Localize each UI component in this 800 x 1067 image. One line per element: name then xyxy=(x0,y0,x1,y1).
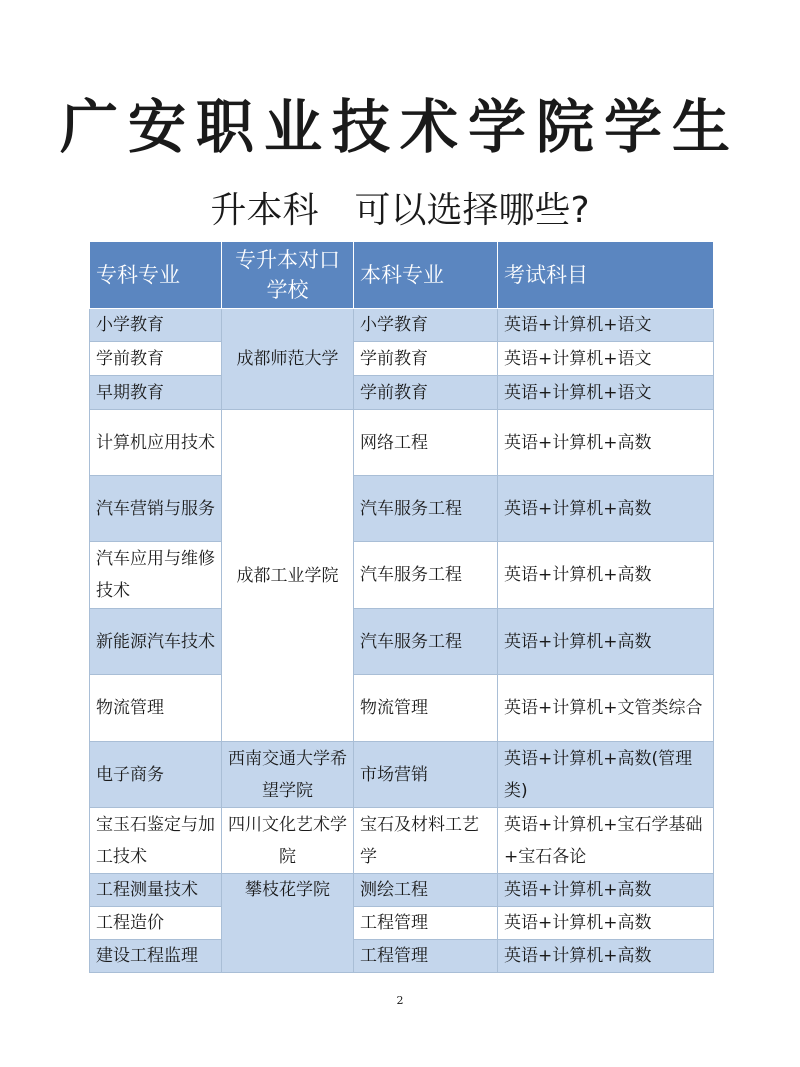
table-row xyxy=(90,309,714,342)
cell-school: 攀枝花学院 xyxy=(222,874,354,973)
cell-undergrad: 工程管理 xyxy=(354,940,498,973)
table-row xyxy=(90,342,714,376)
page-subtitle: 升本科 可以选择哪些? xyxy=(210,190,590,231)
page-number: 2 xyxy=(396,994,404,1007)
cell-undergrad: 汽车服务工程 xyxy=(354,609,498,675)
header-school: 专升本对口学校 xyxy=(222,242,354,309)
cell-undergrad: 网络工程 xyxy=(354,410,498,476)
cell-major: 汽车营销与服务 xyxy=(90,476,222,542)
cell-undergrad: 学前教育 xyxy=(354,342,498,376)
table-row xyxy=(90,907,714,940)
cell-school: 成都工业学院 xyxy=(222,410,354,742)
table-row xyxy=(90,940,714,973)
cell-undergrad: 测绘工程 xyxy=(354,874,498,907)
cell-undergrad: 汽车服务工程 xyxy=(354,476,498,542)
table-row xyxy=(90,742,714,808)
cell-exam: 英语+计算机+高数 xyxy=(498,907,714,940)
cell-exam: 英语+计算机+文管类综合 xyxy=(498,675,714,742)
cell-exam: 英语+计算机+语文 xyxy=(498,376,714,410)
majors-table xyxy=(89,241,714,973)
cell-exam: 英语+计算机+高数(管理类) xyxy=(498,742,714,808)
cell-exam: 英语+计算机+高数 xyxy=(498,542,714,609)
header-undergrad-major: 本科专业 xyxy=(354,242,498,309)
cell-major: 物流管理 xyxy=(90,675,222,742)
cell-school: 成都师范大学 xyxy=(222,309,354,410)
cell-undergrad: 小学教育 xyxy=(354,309,498,342)
cell-exam: 英语+计算机+语文 xyxy=(498,342,714,376)
cell-undergrad: 市场营销 xyxy=(354,742,498,808)
cell-major: 电子商务 xyxy=(90,742,222,808)
table-row xyxy=(90,874,714,907)
cell-exam: 英语+计算机+宝石学基础+宝石各论 xyxy=(498,808,714,874)
cell-school: 西南交通大学希望学院 xyxy=(222,742,354,808)
cell-exam: 英语+计算机+高数 xyxy=(498,410,714,476)
cell-major: 工程造价 xyxy=(90,907,222,940)
cell-major: 建设工程监理 xyxy=(90,940,222,973)
cell-exam: 英语+计算机+高数 xyxy=(498,874,714,907)
table-header-row xyxy=(90,242,714,309)
cell-undergrad: 物流管理 xyxy=(354,675,498,742)
cell-undergrad: 宝石及材料工艺学 xyxy=(354,808,498,874)
header-exam-subjects: 考试科目 xyxy=(498,242,714,309)
cell-major: 小学教育 xyxy=(90,309,222,342)
header-major: 专科专业 xyxy=(90,242,222,309)
table-row xyxy=(90,476,714,542)
cell-undergrad: 工程管理 xyxy=(354,907,498,940)
table-row xyxy=(90,376,714,410)
cell-exam: 英语+计算机+高数 xyxy=(498,940,714,973)
cell-major: 计算机应用技术 xyxy=(90,410,222,476)
cell-undergrad: 汽车服务工程 xyxy=(354,542,498,609)
table-row xyxy=(90,808,714,874)
cell-exam: 英语+计算机+高数 xyxy=(498,609,714,675)
cell-exam: 英语+计算机+语文 xyxy=(498,309,714,342)
page-title: 广安职业技术学院学生 xyxy=(59,93,740,161)
cell-exam: 英语+计算机+高数 xyxy=(498,476,714,542)
table-row xyxy=(90,675,714,742)
cell-undergrad: 学前教育 xyxy=(354,376,498,410)
cell-major: 新能源汽车技术 xyxy=(90,609,222,675)
cell-major: 汽车应用与维修技术 xyxy=(90,542,222,609)
table-row xyxy=(90,542,714,609)
table-row xyxy=(90,410,714,476)
cell-major: 宝玉石鉴定与加工技术 xyxy=(90,808,222,874)
cell-school: 四川文化艺术学院 xyxy=(222,808,354,874)
cell-major: 工程测量技术 xyxy=(90,874,222,907)
cell-major: 学前教育 xyxy=(90,342,222,376)
table-row xyxy=(90,609,714,675)
cell-major: 早期教育 xyxy=(90,376,222,410)
